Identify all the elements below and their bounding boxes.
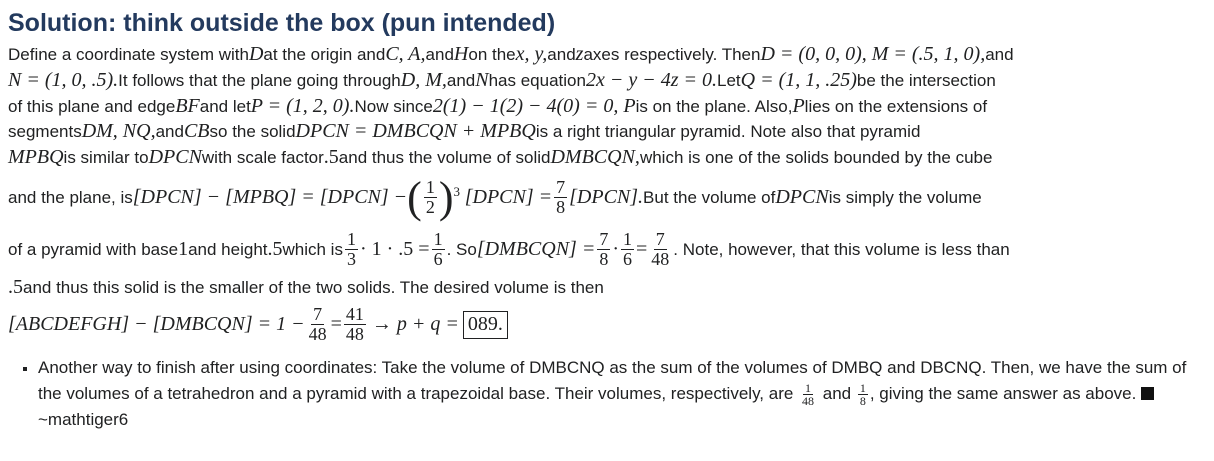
text: , giving the same answer as above. [869,383,1142,403]
math: [ABCDEFGH] − [DMBCQN] = 1 − [8,312,305,335]
fraction: $\frac{1}{6}$ [623,229,633,270]
math: P [792,94,805,117]
text-line-5 [8,145,1200,171]
fraction: $\frac{1}{2}$ [425,177,435,218]
text: Let [716,70,741,90]
fraction: $\frac{7}{48}$ [651,229,670,270]
text: and the plane, is [8,188,133,208]
math: D = (0, 0, 0), M = (.5, 1, 0), [760,43,986,65]
text: on the [468,45,516,64]
math: [DPCN]. [569,186,644,209]
text-line-4 [8,119,1200,145]
text-line-8 [8,275,1200,301]
text: of this plane and edge [8,96,176,116]
answer-box: 089. [463,311,508,339]
math: DMBCQN, [550,146,640,169]
math: · [612,238,620,261]
text-line-6 [8,171,1200,225]
qed-square-icon [1141,387,1154,400]
text: and [547,45,576,64]
text: and let [199,96,251,116]
math: BF [175,94,200,117]
text-line-7 [8,225,1200,275]
text: Now since [354,96,433,116]
text: is on the plane. Also, [635,96,793,116]
solution-paragraph [8,42,1200,349]
math: DPCN [775,186,829,209]
text: so the solid [209,122,296,142]
math: .5 [323,146,339,169]
text: which is [282,240,343,260]
text: is a right triangular pyramid. Note also that pyramid [535,122,921,142]
left-paren: ( [407,172,422,222]
text: is simply the volume [828,188,982,208]
text: and thus the volume of solid [338,148,551,168]
fraction: $\frac{1}{3}$ [346,229,356,270]
text: lies on the extensions of [804,96,988,116]
math: CB [183,120,210,143]
fraction: $\frac{7}{48}$ [308,304,327,345]
text: and [155,122,184,142]
math: Q = (1, 1, .25) [740,68,857,91]
text: which is one of the solids bounded by the cube [639,148,993,168]
list-item [38,355,1200,433]
math: z [575,43,584,65]
math: [DPCN] − [MPBQ] = [DPCN] − [132,186,408,209]
math: DPCN [148,146,202,169]
text-line-2 [8,68,1200,94]
exponent: 3 [453,184,460,200]
math: 1 [178,238,189,261]
text: It follows that the plane going through [118,70,401,90]
author-signature: ~mathtiger6 [38,409,129,429]
text: at the origin and [263,45,386,64]
text: . So [446,240,477,260]
fraction: $\frac{1}{48}$ [802,380,815,408]
final-equation [8,301,1200,349]
math: H [453,43,469,65]
math: MPBQ [8,146,64,169]
text: of a pyramid with base [8,240,179,260]
math: N = (1, 0, .5). [8,68,119,91]
text: . Note, however, that this volume is less than [673,240,1010,260]
fraction: $\frac{1}{8}$ [859,380,866,408]
fraction: $\frac{7}{8}$ [556,177,566,218]
text: with scale factor [201,148,324,168]
text: and [985,45,1014,64]
right-paren: ) [438,172,454,222]
fraction: $\frac{1}{6}$ [433,229,443,270]
math: N [475,68,489,91]
text: segments [8,122,82,142]
text: Another way to finish after using coordinates: Take the volume of DMBCNQ as the sum of the volumes of DMBQ and DBCNQ. Then, we have the sum of the volumes of a tetrahedron and a pyramid with a trapezoidal base. Their volumes, respectively, are [38,357,1187,403]
math: .5 [267,238,283,261]
math: .5 [8,275,23,298]
fraction: $\frac{7}{8}$ [599,229,609,270]
math: x, y, [515,43,548,65]
math: D, M, [400,68,447,91]
text: But the volume of [643,188,776,208]
math: · 1 · .5 = [359,238,430,261]
text: axes respectively. Then [583,45,761,64]
text: has equation [488,70,586,90]
math: [DPCN] = [464,186,553,209]
text: Define a coordinate system with [8,45,249,64]
math: D [248,43,264,65]
fraction: $\frac{41}{48}$ [345,304,364,345]
text: and [425,45,454,64]
text: be the intersection [856,70,996,90]
text: and [818,383,856,403]
math: → p + q = [371,312,459,335]
math: P = (1, 2, 0). [250,94,355,117]
math: DPCN = DMBCQN + MPBQ [295,120,536,143]
math: 2(1) − 1(2) − 4(0) = 0, P [432,94,636,117]
text: is similar to [63,148,149,168]
math: 2x − y − 4z = 0. [585,68,717,91]
alternate-solution-list [8,355,1200,433]
text: and thus this solid is the smaller of the two solids. The desired volume is then [23,277,604,297]
text: and height [188,240,268,260]
math: DM, NQ, [81,120,156,143]
text: and [446,70,476,90]
math: = [636,238,648,261]
math: = [330,312,342,335]
math: [DMBCQN] = [476,238,596,261]
text-line-1 [8,42,1200,68]
section-heading: Solution: think outside the box (pun intended) [8,9,556,37]
math: C, A, [385,43,426,65]
text-line-3 [8,94,1200,120]
